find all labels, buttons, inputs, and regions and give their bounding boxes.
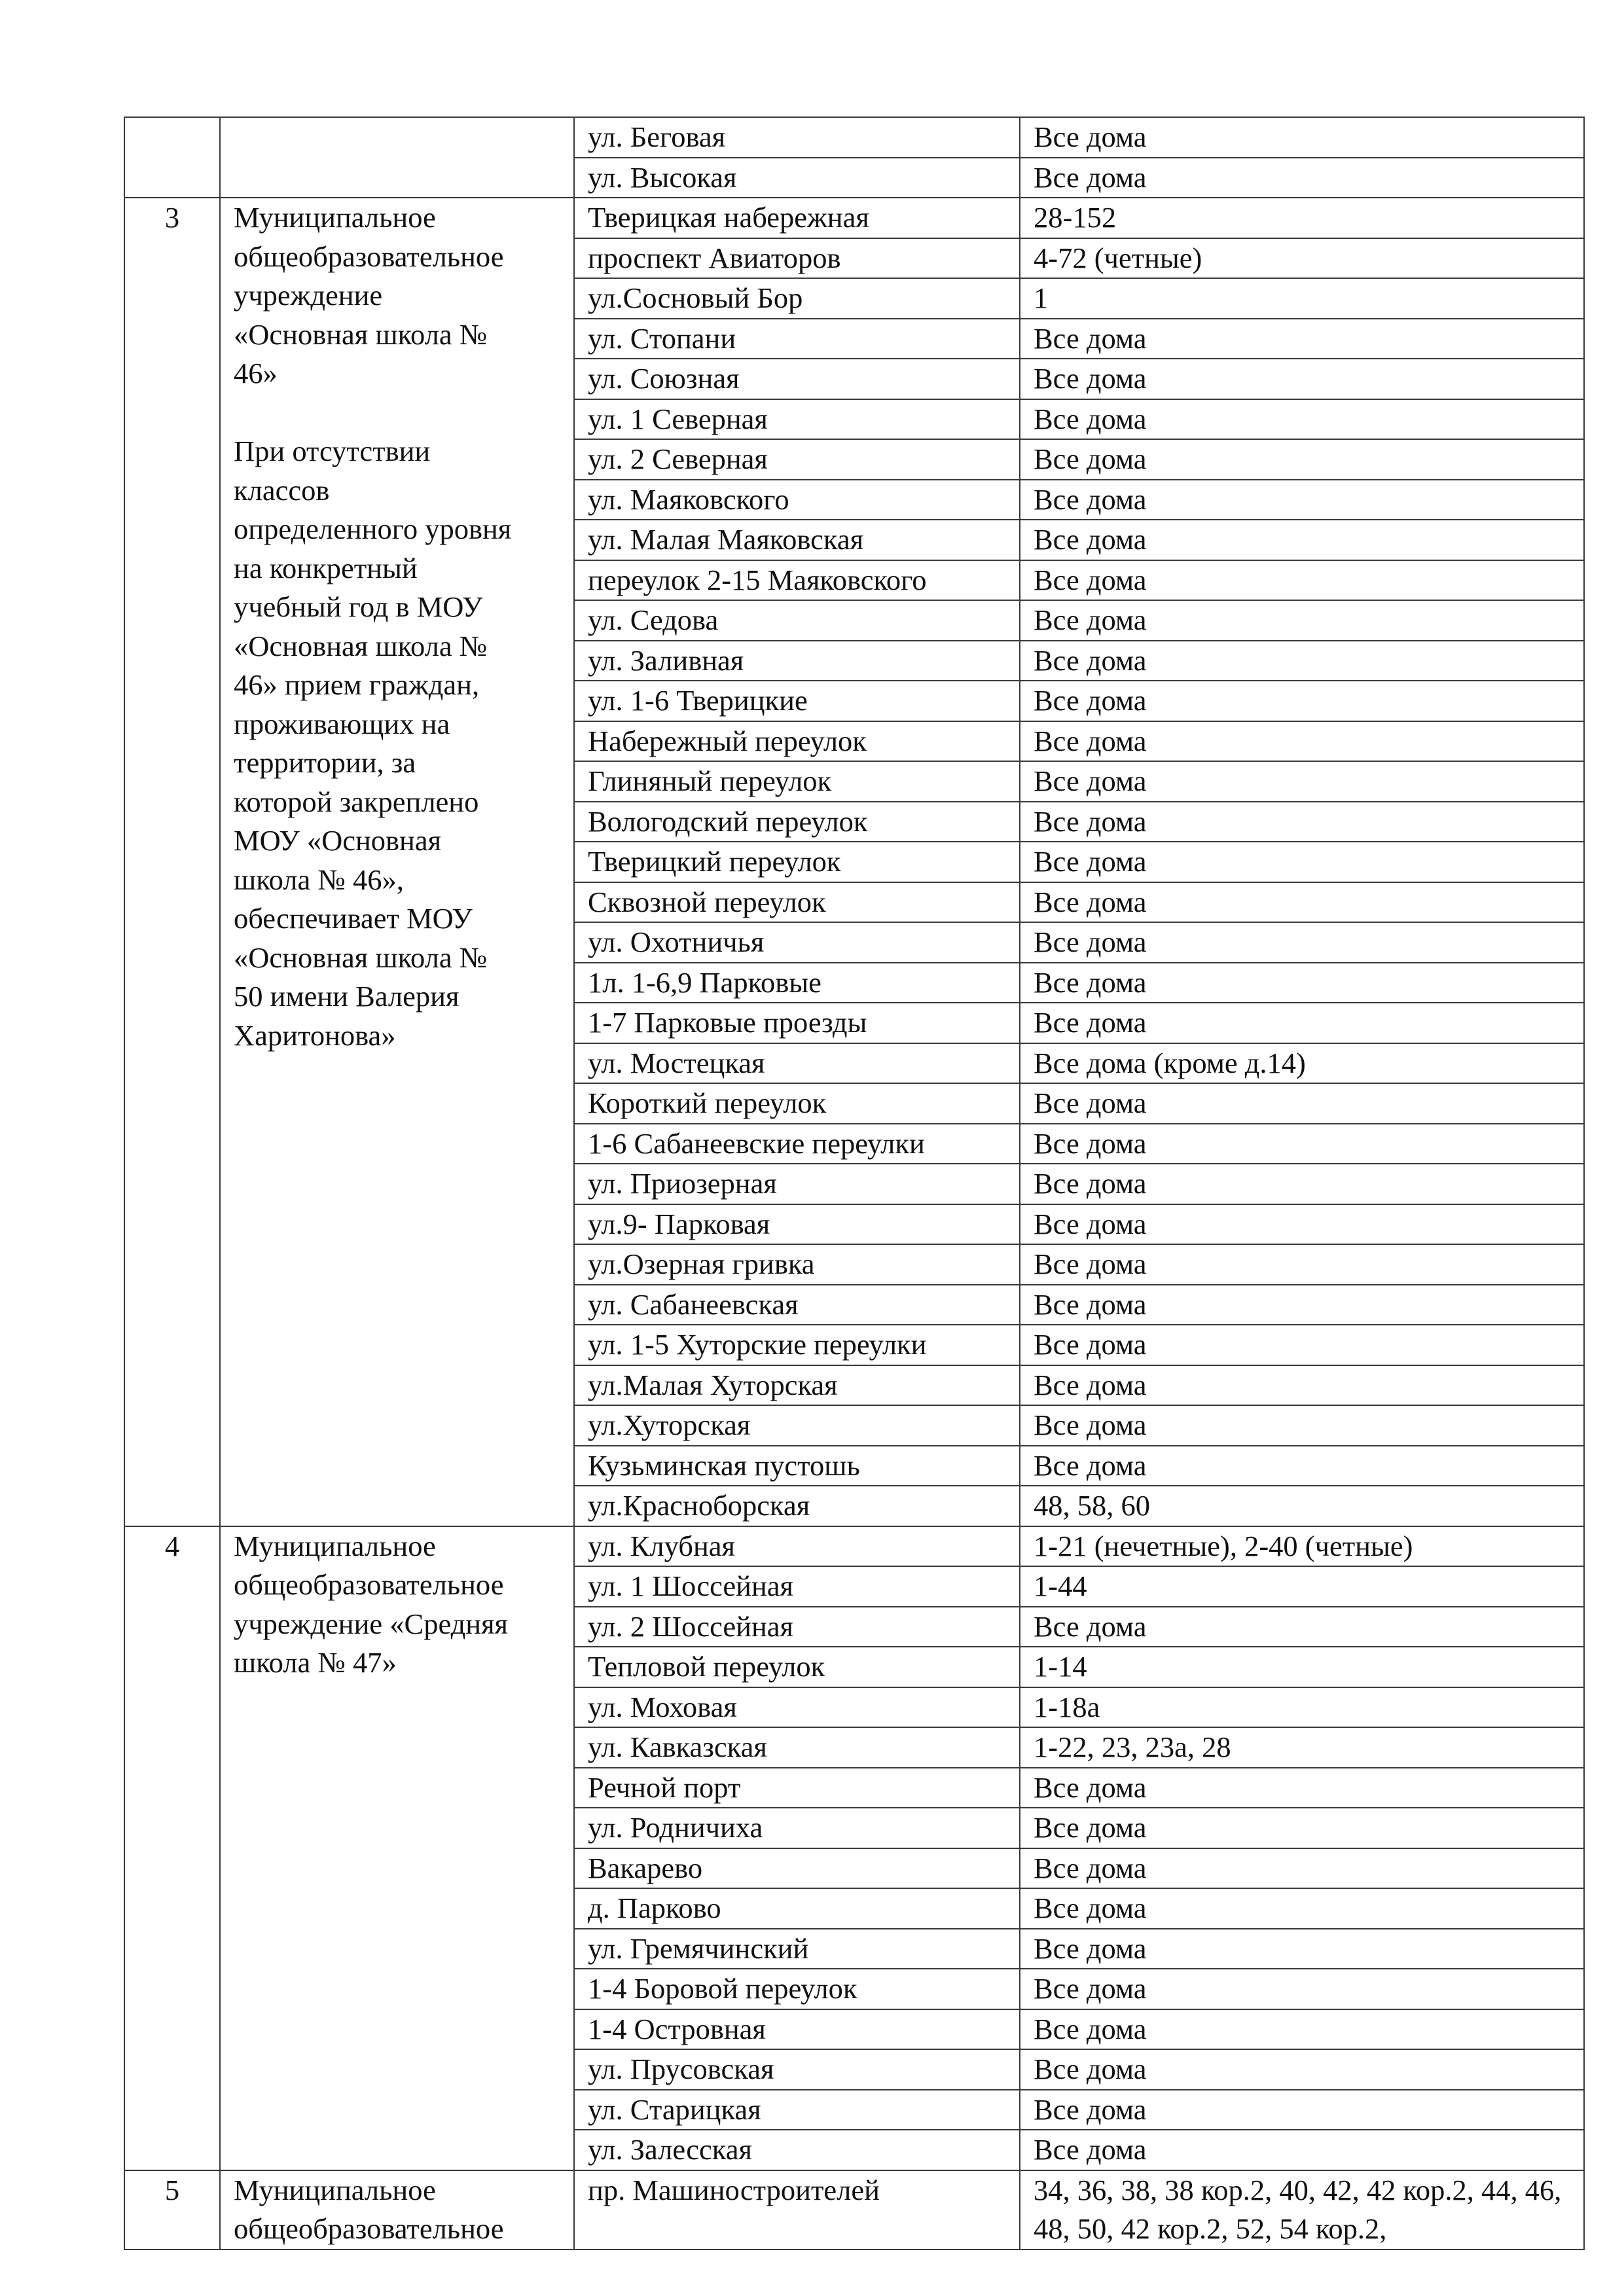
houses-cell: 1-22, 23, 23а, 28	[1020, 1727, 1584, 1768]
street-cell: ул. Малая Маяковская	[574, 520, 1020, 560]
street-cell: ул. Родничиха	[574, 1808, 1020, 1848]
houses-cell: Все дома	[1020, 158, 1584, 198]
houses-cell: Все дома	[1020, 1848, 1584, 1889]
table-row	[124, 2170, 1584, 2250]
houses-cell: Все дома	[1020, 721, 1584, 762]
houses-cell: Все дома	[1020, 359, 1584, 399]
street-cell: ул. Клубная	[574, 1526, 1020, 1567]
houses-cell: Все дома	[1020, 1969, 1584, 2009]
street-cell: ул. Гремячинский	[574, 1929, 1020, 1969]
houses-cell: Все дома	[1020, 2009, 1584, 2050]
street-cell: ул. Охотничья	[574, 922, 1020, 963]
street-cell: ул.Озерная гривка	[574, 1244, 1020, 1285]
houses-cell: Все дома	[1020, 560, 1584, 601]
street-cell: ул. Седова	[574, 600, 1020, 641]
street-cell: Сквозной переулок	[574, 882, 1020, 923]
street-cell: ул. 1 Шоссейная	[574, 1566, 1020, 1607]
houses-cell: Все дома	[1020, 1607, 1584, 1647]
street-cell: ул. Стопани	[574, 319, 1020, 359]
houses-cell: 1	[1020, 278, 1584, 319]
houses-cell: Все дома	[1020, 1888, 1584, 1929]
houses-cell: 48, 58, 60	[1020, 1486, 1584, 1526]
houses-cell: Все дома	[1020, 1808, 1584, 1848]
school-name-cell	[220, 117, 574, 198]
street-cell: ул. Кавказская	[574, 1727, 1020, 1768]
houses-cell: Все дома	[1020, 761, 1584, 802]
street-cell: ул. 1 Северная	[574, 399, 1020, 440]
houses-cell: Все дома	[1020, 1365, 1584, 1406]
street-cell: переулок 2-15 Маяковского	[574, 560, 1020, 601]
row-number-cell: 3	[124, 198, 220, 1526]
table-row	[124, 1526, 1584, 1567]
street-cell: ул. Высокая	[574, 158, 1020, 198]
street-cell: ул. Союзная	[574, 359, 1020, 399]
street-cell: ул. Мостецкая	[574, 1043, 1020, 1084]
houses-cell: 34, 36, 38, 38 кор.2, 40, 42, 42 кор.2, 44, 46, 48, 50, 42 кор.2, 52, 54 кор.2,	[1020, 2170, 1584, 2250]
houses-cell: 1-44	[1020, 1566, 1584, 1607]
houses-cell: Все дома	[1020, 1083, 1584, 1124]
houses-cell: 1-14	[1020, 1647, 1584, 1687]
houses-cell: 1-18а	[1020, 1687, 1584, 1728]
street-cell: д. Парково	[574, 1888, 1020, 1929]
houses-cell: Все дома	[1020, 520, 1584, 560]
houses-cell: Все дома	[1020, 1929, 1584, 1969]
houses-cell: Все дома	[1020, 399, 1584, 440]
houses-cell: Все дома	[1020, 439, 1584, 480]
table-row	[124, 117, 1584, 158]
street-cell: Вологодский переулок	[574, 802, 1020, 842]
houses-cell: Все дома	[1020, 681, 1584, 721]
street-cell: Речной порт	[574, 1768, 1020, 1808]
street-cell: ул.Хуторская	[574, 1405, 1020, 1446]
houses-cell: Все дома	[1020, 600, 1584, 641]
street-cell: Тепловой переулок	[574, 1647, 1020, 1687]
street-cell: ул. Приозерная	[574, 1164, 1020, 1204]
school-name-cell: Муниципальное общеобразовательное	[220, 2170, 574, 2250]
street-cell: ул. Моховая	[574, 1687, 1020, 1728]
street-cell: ул. Прусовская	[574, 2049, 1020, 2090]
street-cell: ул. Старицкая	[574, 2090, 1020, 2130]
street-cell: Тверицкий переулок	[574, 842, 1020, 882]
street-cell: ул.Сосновый Бор	[574, 278, 1020, 319]
houses-cell: Все дома	[1020, 1164, 1584, 1204]
street-cell: пр. Машиностроителей	[574, 2170, 1020, 2250]
school-territory-table	[124, 117, 1585, 2250]
houses-cell: Все дома	[1020, 1285, 1584, 1325]
street-cell: ул. Сабанеевская	[574, 1285, 1020, 1325]
houses-cell: 4-72 (четные)	[1020, 238, 1584, 279]
street-cell: ул. Маяковского	[574, 480, 1020, 520]
street-cell: ул. 2 Шоссейная	[574, 1607, 1020, 1647]
street-cell: 1-4 Боровой переулок	[574, 1969, 1020, 2009]
street-cell: проспект Авиаторов	[574, 238, 1020, 279]
houses-cell: Все дома	[1020, 480, 1584, 520]
houses-cell: Все дома	[1020, 1405, 1584, 1446]
school-name-cell: Муниципальное общеобразовательное учреждение «Средняя школа № 47»	[220, 1526, 574, 2170]
houses-cell: Все дома	[1020, 1204, 1584, 1245]
houses-cell: 28-152	[1020, 198, 1584, 238]
houses-cell: 1-21 (нечетные), 2-40 (четные)	[1020, 1526, 1584, 1567]
houses-cell: Все дома	[1020, 2049, 1584, 2090]
houses-cell: Все дома	[1020, 1003, 1584, 1043]
street-cell: Набережный переулок	[574, 721, 1020, 762]
houses-cell: Все дома	[1020, 1768, 1584, 1808]
houses-cell: Все дома	[1020, 1244, 1584, 1285]
street-cell: ул. Беговая	[574, 117, 1020, 158]
street-cell: Короткий переулок	[574, 1083, 1020, 1124]
row-number-cell	[124, 117, 220, 198]
street-cell: ул. Залесская	[574, 2130, 1020, 2170]
houses-cell: Все дома	[1020, 2130, 1584, 2170]
houses-cell: Все дома	[1020, 641, 1584, 681]
houses-cell: Все дома	[1020, 882, 1584, 923]
table-row	[124, 198, 1584, 238]
houses-cell: Все дома	[1020, 963, 1584, 1003]
houses-cell: Все дома (кроме д.14)	[1020, 1043, 1584, 1084]
houses-cell: Все дома	[1020, 922, 1584, 963]
houses-cell: Все дома	[1020, 842, 1584, 882]
street-cell: ул. Заливная	[574, 641, 1020, 681]
houses-cell: Все дома	[1020, 117, 1584, 158]
street-cell: ул.Малая Хуторская	[574, 1365, 1020, 1406]
row-number-cell: 5	[124, 2170, 220, 2250]
houses-cell: Все дома	[1020, 1124, 1584, 1164]
street-cell: 1-6 Сабанеевские переулки	[574, 1124, 1020, 1164]
houses-cell: Все дома	[1020, 1325, 1584, 1365]
street-cell: ул. 2 Северная	[574, 439, 1020, 480]
houses-cell: Все дома	[1020, 319, 1584, 359]
row-number-cell: 4	[124, 1526, 220, 2170]
table-body	[124, 117, 1584, 2250]
street-cell: ул.9- Парковая	[574, 1204, 1020, 1245]
houses-cell: Все дома	[1020, 1446, 1584, 1486]
street-cell: Вакарево	[574, 1848, 1020, 1889]
street-cell: 1л. 1-6,9 Парковые	[574, 963, 1020, 1003]
street-cell: Глиняный переулок	[574, 761, 1020, 802]
street-cell: Кузьминская пустошь	[574, 1446, 1020, 1486]
houses-cell: Все дома	[1020, 2090, 1584, 2130]
street-cell: 1-7 Парковые проезды	[574, 1003, 1020, 1043]
school-name-cell: Муниципальное общеобразовательное учреждение «Основная школа № 46» При отсутствии классов определенного уровня на конкретный учебный год в МОУ «Основная школа № 46» прием граждан, проживающих на территории, за которой закреплено МОУ «Основная школа № 46», обеспечивает МОУ «Основная школа № 50 имени Валерия Харитонова»	[220, 198, 574, 1526]
street-cell: Тверицкая набережная	[574, 198, 1020, 238]
street-cell: ул.Красноборская	[574, 1486, 1020, 1526]
street-cell: 1-4 Островная	[574, 2009, 1020, 2050]
houses-cell: Все дома	[1020, 802, 1584, 842]
street-cell: ул. 1-5 Хуторские переулки	[574, 1325, 1020, 1365]
street-cell: ул. 1-6 Тверицкие	[574, 681, 1020, 721]
